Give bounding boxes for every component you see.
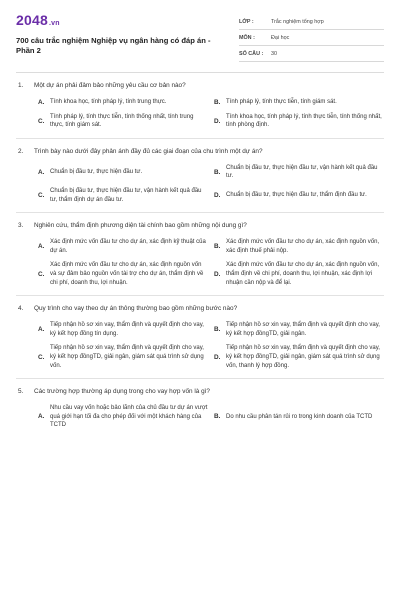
question-number: 5. xyxy=(18,388,24,396)
option-text: Tính pháp lý, tính thực tiễn, tính giám sát. xyxy=(226,99,337,105)
option-letter: C. xyxy=(38,270,45,278)
option-letter: A. xyxy=(38,168,45,176)
meta-value: Trắc nghiệm tổng hợp xyxy=(271,18,324,25)
option-letter: B. xyxy=(214,326,221,334)
option-text: Chuẩn bị đầu tư, thực hiện đầu tư, thẩm định đầu tư. xyxy=(226,192,367,199)
answer-options xyxy=(16,404,384,430)
question-text: Quy trình cho vay theo dự án thông thường bao gồm những bước nào? xyxy=(34,305,238,313)
meta-value: 30 xyxy=(271,50,277,57)
question-text: Các trường hợp thường áp dụng trong cho vay hợp vốn là gì? xyxy=(34,388,210,396)
meta-row-class xyxy=(239,14,384,30)
meta-label: SỐ CÂU : xyxy=(239,50,264,57)
option-text: Xác định mức vốn đầu tư cho dự án, xác định nguồn vốn, thẩm định về chi phí, doanh thu, lợi nhuận, xác định lợi nhuận cần nộp và để lại. xyxy=(226,262,380,286)
question-list xyxy=(0,73,400,438)
answer-option-c[interactable] xyxy=(38,113,208,130)
option-letter: B. xyxy=(214,98,221,106)
question-item xyxy=(16,213,384,296)
question-item xyxy=(16,379,384,438)
document-meta xyxy=(239,14,384,60)
brand-block xyxy=(16,12,216,60)
answer-option-d[interactable] xyxy=(214,113,384,130)
answer-option-d[interactable] xyxy=(214,261,384,287)
question-number: 4. xyxy=(18,305,24,313)
option-letter: C. xyxy=(38,192,45,200)
question-item xyxy=(16,139,384,213)
option-letter: D. xyxy=(214,192,221,200)
option-text: Xác định mức vốn đầu tư cho dự án, xác định kỹ thuật của dự án. xyxy=(50,239,206,254)
meta-label: MÔN : xyxy=(239,34,255,41)
question-number: 1. xyxy=(18,82,24,89)
question-item xyxy=(16,296,384,379)
answer-option-a[interactable] xyxy=(38,98,208,107)
answer-option-b[interactable] xyxy=(214,164,384,181)
question-text: Trình bày nào dưới đây phản ánh đầy đủ các giai đoạn của chu trình một dự án? xyxy=(34,147,263,155)
option-letter: A. xyxy=(38,243,45,251)
option-text: Tiếp nhận hồ sơ xin vay, thẩm định và quyết định cho vay, ký kết hợp đồng tín dụng. xyxy=(50,322,204,337)
option-text: Tiếp nhận hồ sơ xin vay, thẩm định và quyết định cho vay, ký kết hợp đồngTD, giải ngân. xyxy=(226,322,380,337)
option-text: Tiếp nhận hồ sơ xin vay, thẩm định và quyết định cho vay, ký kết hợp đồngTD, giải ngân, giám sát quá trình sử dụng vốn, thanh lý hợp đồng. xyxy=(226,345,380,369)
answer-options xyxy=(16,164,384,204)
question-head xyxy=(16,304,384,313)
question-item xyxy=(16,73,384,139)
document-title: 700 câu trắc nghiệm Nghiệp vụ ngân hàng có đáp án - Phần 2 xyxy=(16,36,211,55)
option-letter: B. xyxy=(214,413,221,421)
answer-option-b[interactable] xyxy=(214,238,384,255)
answer-option-a[interactable] xyxy=(38,164,208,181)
question-head xyxy=(16,221,384,230)
answer-option-b[interactable] xyxy=(214,98,384,107)
option-text: Chuẩn bị đầu tư, thực hiện đầu tư. xyxy=(50,169,143,176)
answer-option-c[interactable] xyxy=(38,261,208,287)
option-text: Do nhu cầu phân tán rủi ro trong kinh doanh của TCTD xyxy=(226,413,373,420)
answer-option-d[interactable] xyxy=(214,344,384,370)
logo-main-text: 2048 xyxy=(16,12,48,28)
option-text: Tính khoa học, tính pháp lý, tính trung thực. xyxy=(50,99,167,105)
answer-options xyxy=(16,238,384,287)
option-text: Tính khoa học, tính pháp lý, tính thực tiễn, tính thống nhất, tính phòng định. xyxy=(226,113,382,129)
option-letter: A. xyxy=(38,413,45,421)
meta-value: Đại học xyxy=(271,34,290,41)
question-number: 2. xyxy=(18,147,24,155)
question-head xyxy=(16,387,384,396)
answer-options xyxy=(16,321,384,370)
question-head xyxy=(16,147,384,156)
option-letter: C. xyxy=(38,117,45,125)
meta-row-count xyxy=(239,46,384,62)
answer-option-c[interactable] xyxy=(38,344,208,370)
question-head xyxy=(16,81,384,90)
answer-option-a[interactable] xyxy=(38,321,208,338)
option-letter: D. xyxy=(214,353,221,361)
answer-option-a[interactable] xyxy=(38,238,208,255)
answer-option-b[interactable] xyxy=(214,404,384,430)
meta-label: LỚP : xyxy=(239,18,254,25)
option-letter: A. xyxy=(38,326,45,334)
document-header xyxy=(0,0,400,60)
option-letter: C. xyxy=(38,353,45,361)
answer-options xyxy=(16,98,384,130)
option-text: Xác định mức vốn đầu tư cho dự án, xác định nguồn vốn, xác định thuế phải nộp. xyxy=(226,239,380,254)
option-letter: D. xyxy=(214,117,221,125)
meta-row-subject xyxy=(239,30,384,46)
option-text: Chuẩn bị đầu tư, thực hiện đầu tư, vận hành kết quả đầu tư, thẩm định dự án đầu tư. xyxy=(50,187,202,203)
option-text: Chuẩn bị đầu tư, thực hiện đầu tư, vận hành kết quả đầu tư. xyxy=(226,164,378,180)
logo-suffix-text: .vn xyxy=(48,20,60,27)
answer-option-d[interactable] xyxy=(214,187,384,204)
answer-option-a[interactable] xyxy=(38,404,208,430)
option-text: Tính pháp lý, tính thực tiễn, tính thống nhất, tính trung thực, tính giám sát. xyxy=(50,113,194,129)
option-letter: B. xyxy=(214,168,221,176)
option-text: Tiếp nhận hồ sơ xin vay, thẩm định và quyết định cho vay, ký kết hợp đồngTD, giải ngân, giám sát quá trình sử dụng vốn. xyxy=(50,345,204,369)
option-text: Xác định mức vốn đầu tư cho dự án, xác định nguồn vốn và sự đảm bảo nguồn vốn tài trợ cho dự án, thẩm định về chi phí, doanh thu, lợi nhuận. xyxy=(50,262,204,286)
question-number: 3. xyxy=(18,222,24,230)
option-letter: D. xyxy=(214,270,221,278)
question-text: Nghiên cứu, thẩm định phương diện tài chính bao gồm những nội dung gì? xyxy=(34,222,247,230)
answer-option-c[interactable] xyxy=(38,187,208,204)
site-logo[interactable] xyxy=(16,12,60,28)
option-letter: B. xyxy=(214,243,221,251)
option-text: Nhu cầu vay vốn hoặc bảo lãnh của chủ đầu tư dự án vượt quá giới hạn tối đa cho phép đối với một khách hàng của TCTD xyxy=(50,405,208,429)
option-letter: A. xyxy=(38,98,45,106)
answer-option-b[interactable] xyxy=(214,321,384,338)
question-text: Một dự án phải đảm bảo những yêu cầu cơ bản nào? xyxy=(34,82,186,89)
